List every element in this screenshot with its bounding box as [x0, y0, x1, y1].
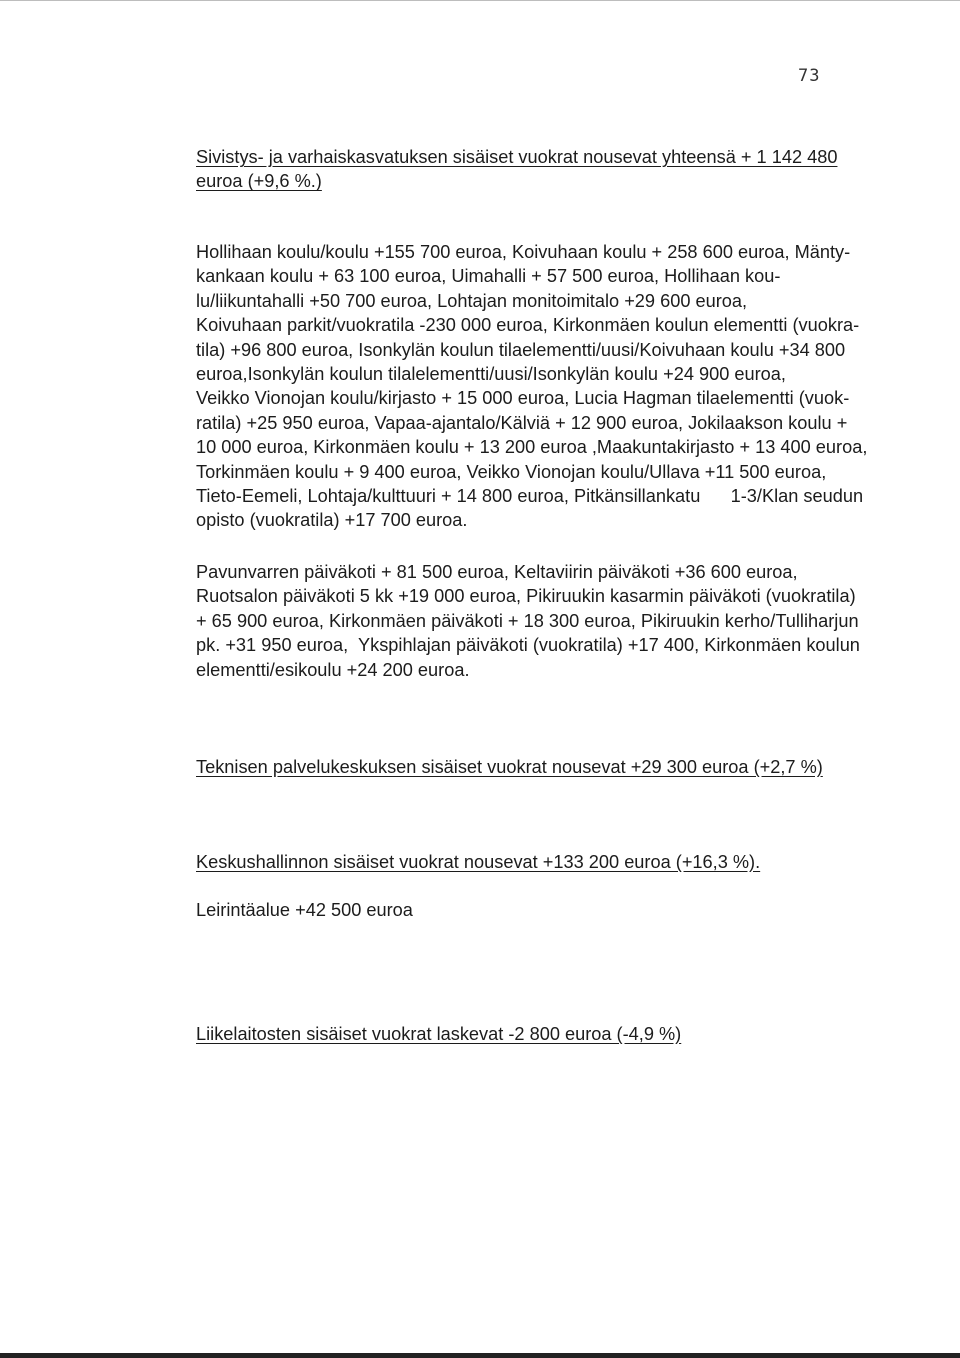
paragraph-line: elementti/esikoulu +24 200 euroa. — [196, 659, 470, 680]
paragraph-line: Veikko Vionojan koulu/kirjasto + 15 000 euroa, Lucia Hagman tilaelementti (vuok- — [196, 388, 850, 409]
teknisen-heading-text: Teknisen palvelukeskuksen sisäiset vuokrat nousevat +29 300 euroa (+2,7 %) — [196, 757, 823, 777]
sivistys-heading — [196, 145, 916, 194]
paivakoti-paragraph — [196, 560, 916, 682]
keskushallinnon-heading-text: Keskushallinnon sisäiset vuokrat nousevat +133 200 euroa (+16,3 %). — [196, 852, 761, 872]
leirintaalue-text: Leirintäalue +42 500 euroa — [196, 900, 413, 920]
paragraph-line: kankaan koulu + 63 100 euroa, Uimahalli + 57 500 euroa, Hollihaan kou- — [196, 266, 781, 287]
sivistys-heading-line: Sivistys- ja varhaiskasvatuksen sisäiset vuokrat nousevat yhteensä + 1 142 480 — [196, 147, 838, 167]
paragraph-line: Hollihaan koulu/koulu +155 700 euroa, Koivuhaan koulu + 258 600 euroa, Mänty- — [196, 242, 851, 262]
paragraph-line: pk. +31 950 euroa, Ykspihlajan päiväkoti (vuokratila) +17 400, Kirkonmäen koulun — [196, 635, 860, 656]
scan-top-edge — [0, 0, 960, 1]
paragraph-line: lu/liikuntahalli +50 700 euroa, Lohtajan monitoimitalo +29 600 euroa, — [196, 290, 748, 311]
paragraph-line: opisto (vuokratila) +17 700 euroa. — [196, 510, 468, 531]
paragraph-line: + 65 900 euroa, Kirkonmäen päiväkoti + 18 300 euroa, Pikiruukin kerho/Tulliharjun — [196, 610, 859, 631]
scan-bottom-edge — [0, 1353, 960, 1358]
sivistys-heading-line: euroa (+9,6 %.) — [196, 171, 322, 192]
liikelaitosten-heading-text: Liikelaitosten sisäiset vuokrat laskevat -2 800 euroa (-4,9 %) — [196, 1024, 682, 1044]
sivistys-paragraph — [196, 240, 916, 533]
paragraph-line: Koivuhaan parkit/vuokratila -230 000 euroa, Kirkonmäen koulun elementti (vuokra- — [196, 315, 860, 336]
paragraph-line: Torkinmäen koulu + 9 400 euroa, Veikko Vionojan koulu/Ullava +11 500 euroa, — [196, 461, 827, 482]
keskushallinnon-heading — [196, 850, 916, 874]
liikelaitosten-heading — [196, 1022, 916, 1046]
paragraph-line: Pavunvarren päiväkoti + 81 500 euroa, Keltaviirin päiväkoti +36 600 euroa, — [196, 562, 798, 582]
page-number: 73 — [798, 66, 821, 86]
paragraph-line: ratila) +25 950 euroa, Vapaa-ajantalo/Kälviä + 12 900 euroa, Jokilaakson koulu + — [196, 412, 848, 433]
paragraph-line: Ruotsalon päiväkoti 5 kk +19 000 euroa, Pikiruukin kasarmin päiväkoti (vuokratila) — [196, 586, 856, 607]
paragraph-line: Tieto-Eemeli, Lohtaja/kulttuuri + 14 800 euroa, Pitkänsillankatu 1-3/Klan seudun — [196, 486, 864, 507]
paragraph-line: euroa,Isonkylän koulun tilalelementti/uusi/Isonkylän koulu +24 900 euroa, — [196, 364, 786, 385]
teknisen-heading — [196, 755, 916, 779]
paragraph-line: tila) +96 800 euroa, Isonkylän koulun tilaelementti/uusi/Koivuhaan koulu +34 800 — [196, 339, 846, 360]
paragraph-line: 10 000 euroa, Kirkonmäen koulu + 13 200 euroa ,Maakuntakirjasto + 13 400 euroa, — [196, 437, 868, 458]
leirintaalue-line — [196, 898, 916, 922]
